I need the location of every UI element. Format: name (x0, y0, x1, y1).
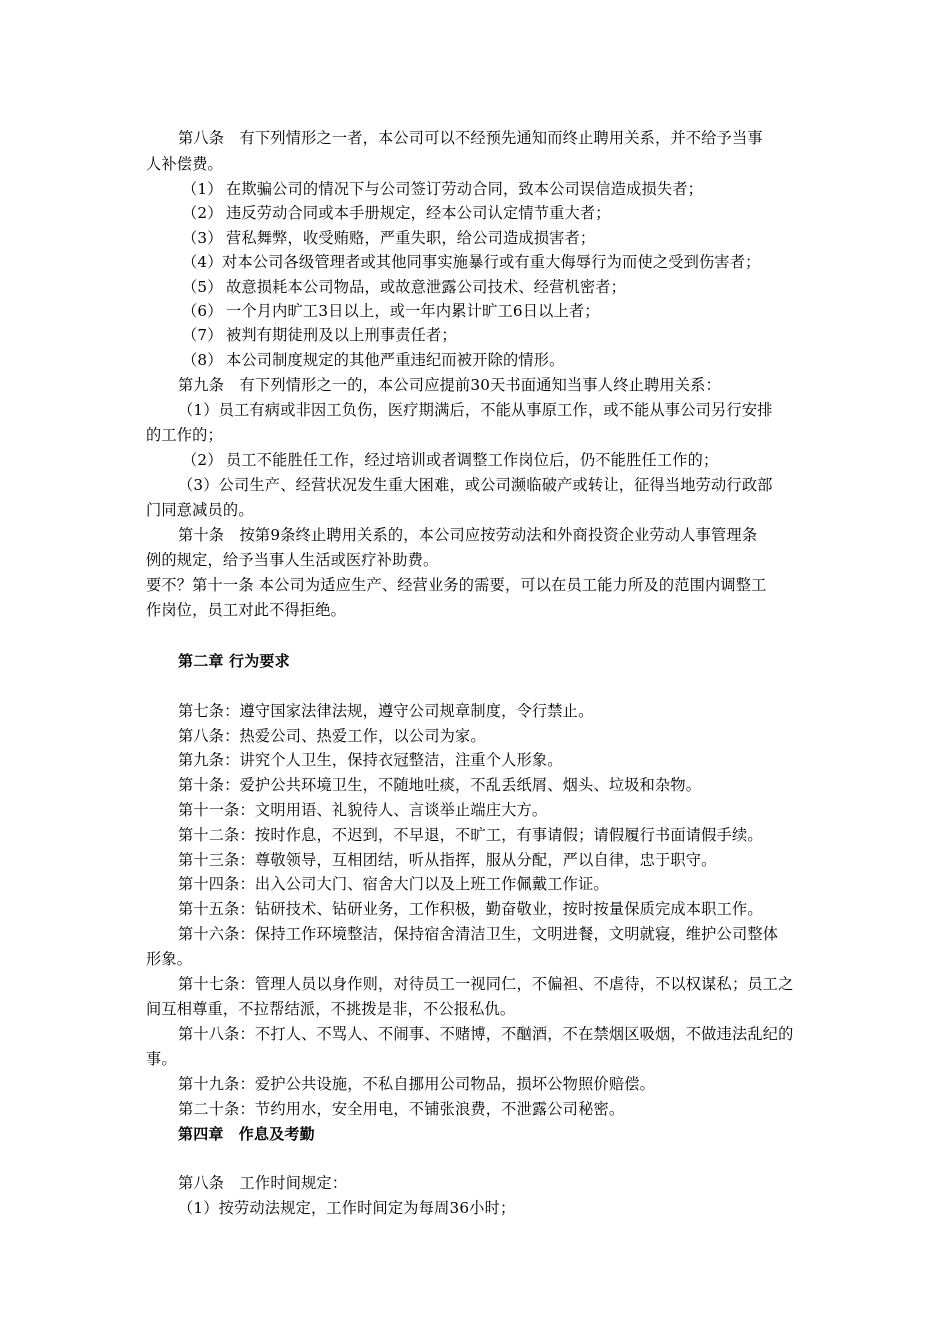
item-text: 本公司制度规定的其他严重违纪而被开除的情形。 (226, 351, 565, 369)
conduct-article-9: 第九条：讲究个人卫生，保持衣冠整洁，注重个人形象。 (178, 751, 563, 769)
item-text: 在欺骗公司的情况下与公司签订劳动合同，致本公司误信造成损失者； (226, 180, 704, 198)
article-9-line-1: 第九条 有下列情形之一的，本公司应提前30天书面通知当事人终止聘用关系： (178, 376, 721, 394)
article-9-item-3-cont: 门同意减员的。 (146, 501, 254, 519)
article-9-item-3: （3）公司生产、经营状况发生重大困难，或公司濒临破产或转让，征得当地劳动行政部 (178, 476, 773, 494)
item-text: 故意损耗本公司物品，或故意泄露公司技术、经营机密者； (226, 278, 627, 296)
item-number: （6） (182, 302, 223, 320)
list-item (182, 226, 595, 250)
list-item (182, 275, 626, 299)
list-item (182, 323, 457, 347)
list-item (182, 448, 718, 472)
article-10-line-1: 第十条 按第9条终止聘用关系的，本公司应按劳动法和外商投资企业劳动人事管理条 (178, 526, 758, 544)
list-item (182, 250, 761, 274)
item-text: 对本公司各级管理者或其他同事实施暴行或有重大侮辱行为而使之受到伤害者； (222, 253, 761, 271)
conduct-article-7: 第七条：遵守国家法律法规，遵守公司规章制度，令行禁止。 (178, 702, 594, 720)
conduct-article-16: 第十六条：保持工作环境整洁，保持宿舍清洁卫生，文明进餐，文明就寝，维护公司整体 (178, 925, 779, 943)
conduct-article-17: 第十七条：管理人员以身作则，对待员工一视同仁，不偏袒、不虐待，不以权谋私；员工之 (178, 975, 794, 993)
item-number: （8） (182, 351, 223, 369)
item-number: （5） (182, 278, 223, 296)
conduct-article-18: 第十八条：不打人、不骂人、不闹事、不赌博，不酗酒，不在禁烟区吸烟，不做违法乱纪的 (178, 1025, 794, 1043)
conduct-article-16-cont: 形象。 (146, 950, 193, 968)
chapter-2-heading: 第二章 行为要求 (178, 652, 290, 670)
conduct-article-11: 第十一条：文明用语、礼貌待人、言谈举止端庄大方。 (178, 801, 548, 819)
article-8-line-1: 第八条 有下列情形之一者，本公司可以不经预先通知而终止聘用关系，并不给予当事 (178, 129, 763, 147)
list-item (182, 201, 611, 225)
chapter-4-heading: 第四章 作息及考勤 (178, 1125, 315, 1143)
item-text: 被判有期徒刑及以上刑事责任者； (226, 326, 457, 344)
conduct-article-8: 第八条：热爱公司、热爱工作，以公司为家。 (178, 727, 486, 745)
item-number: （2） (182, 451, 223, 469)
article-10-line-2: 例的规定，给予当事人生活或医疗补助费。 (146, 551, 439, 569)
conduct-article-10: 第十条：爱护公共环境卫生，不随地吐痰，不乱丢纸屑、烟头、垃圾和杂物。 (178, 776, 702, 794)
conduct-article-20: 第二十条：节约用水，安全用电，不铺张浪费，不泄露公司秘密。 (178, 1100, 625, 1118)
list-item (182, 177, 703, 201)
list-item (182, 348, 565, 372)
conduct-article-13: 第十三条：尊敬领导，互相团结，听从指挥，服从分配，严以自律，忠于职守。 (178, 851, 717, 869)
item-number: （4） (182, 253, 223, 271)
list-item (182, 299, 600, 323)
article-8-line-2: 人补偿费。 (146, 155, 223, 173)
conduct-article-14: 第十四条：出入公司大门、宿舍大门以及上班工作佩戴工作证。 (178, 875, 609, 893)
item-number: （2） (182, 204, 223, 222)
work-time-item-1: （1）按劳动法规定，工作时间定为每周36小时； (178, 1199, 516, 1217)
conduct-article-12: 第十二条：按时作息，不迟到，不早退，不旷工，有事请假；请假履行书面请假手续。 (178, 826, 763, 844)
item-text: 员工不能胜任工作，经过培训或者调整工作岗位后，仍不能胜任工作的； (226, 451, 719, 469)
conduct-article-17-cont: 间互相尊重，不拉帮结派，不挑拨是非，不公报私仇。 (146, 1000, 516, 1018)
item-number: （1） (182, 180, 223, 198)
conduct-article-15: 第十五条：钻研技术、钻研业务，工作积极，勤奋敬业，按时按量保质完成本职工作。 (178, 900, 763, 918)
item-text: 一个月内旷工3日以上，或一年内累计旷工6日以上者； (226, 302, 600, 320)
conduct-article-18-cont: 事。 (146, 1050, 177, 1068)
conduct-article-19: 第十九条：爱护公共设施，不私自挪用公司物品，损坏公物照价赔偿。 (178, 1075, 656, 1093)
item-text: 违反劳动合同或本手册规定，经本公司认定情节重大者； (226, 204, 611, 222)
item-number: （7） (182, 326, 223, 344)
item-text: 营私舞弊，收受贿赂，严重失职，给公司造成损害者； (226, 229, 596, 247)
article-9-item-1: （1）员工有病或非因工负伤，医疗期满后，不能从事原工作，或不能从事公司另行安排 (178, 401, 773, 419)
article-11-line-2: 作岗位，员工对此不得拒绝。 (146, 601, 347, 619)
work-time-article-8: 第八条 工作时间规定： (178, 1174, 348, 1192)
article-11-line-1: 要不？第十一条 本公司为适应生产、经营业务的需要，可以在员工能力所及的范围内调整工 (146, 576, 767, 594)
item-number: （3） (182, 229, 223, 247)
article-9-item-1-cont: 的工作的； (146, 426, 223, 444)
